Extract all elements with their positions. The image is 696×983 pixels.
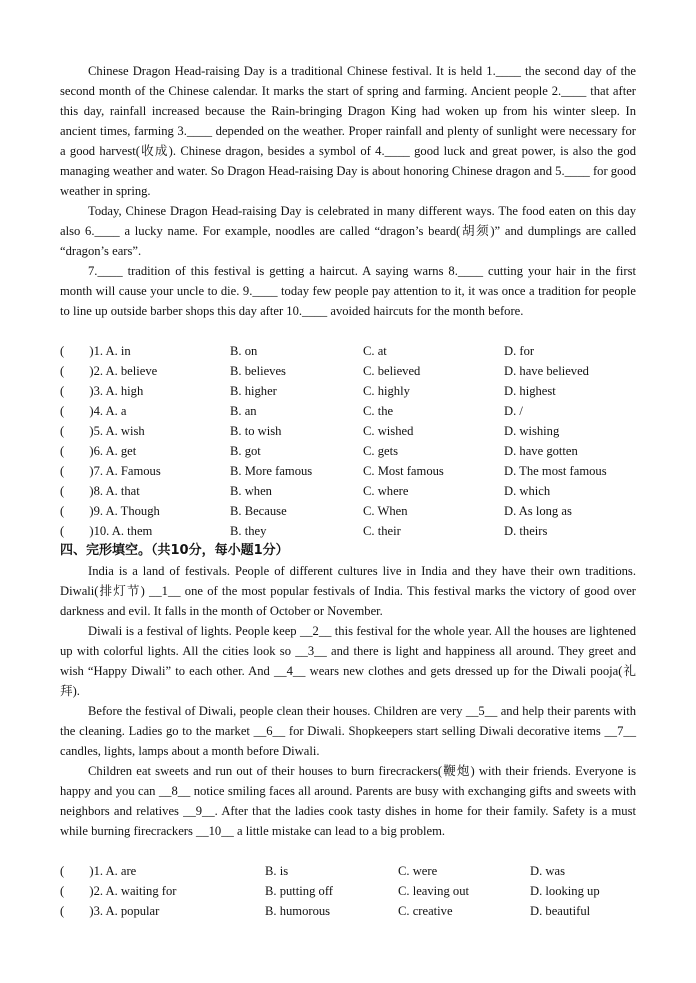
- option-d: D. highest: [504, 384, 556, 398]
- option-c: C. Most famous: [363, 464, 444, 478]
- question-option-a: ( )4. A. a: [60, 404, 127, 418]
- option-row: [60, 441, 640, 461]
- option-c: C. leaving out: [398, 884, 470, 898]
- option-row: [60, 481, 640, 501]
- option-b: B. humorous: [265, 904, 331, 918]
- option-c: C. at: [363, 344, 387, 358]
- option-row: [60, 421, 640, 441]
- passage1-paragraph-1: Chinese Dragon Head-raising Day is a traditional Chinese festival. It is held 1.____ the second day of the second month of the Chinese calendar. It marks the start of spring and farming. Ancient people 2.____ that after this day, rainfall increased because the Rain-bringing Dragon King had woken up from his winter sleep. In ancient times, farming 3.____ depended on the weather. Proper rainfall and plenty of sunlight were necessary for a good harvest(收成). Chinese dragon, besides a symbol of 4.____ good luck and great power, is also the god managing weather and water. So Dragon Head-raising Day is about honoring Chinese dragon and 5.____ for good weather in spring.: [60, 64, 636, 198]
- passage1-paragraph-2: Today, Chinese Dragon Head-raising Day is celebrated in many different ways. The food eaten on this day also 6.____ a lucky name. For example, noodles are called “dragon’s beard(胡须)” and dumplings are called “dragon’s ears”.: [60, 204, 636, 258]
- question-option-a: ( )3. A. high: [60, 384, 144, 398]
- option-b: B. to wish: [230, 424, 282, 438]
- option-row: [60, 361, 640, 381]
- option-row: [60, 501, 640, 521]
- option-b: B. higher: [230, 384, 277, 398]
- option-c: C. wished: [363, 424, 414, 438]
- option-b: B. an: [230, 404, 257, 418]
- option-d: D. which: [504, 484, 551, 498]
- option-row: [60, 401, 640, 421]
- option-c: C. gets: [363, 444, 398, 458]
- option-b: B. Because: [230, 504, 287, 518]
- option-c: C. their: [363, 524, 401, 538]
- option-b: B. believes: [230, 364, 286, 378]
- passage2-paragraph-2: Diwali is a festival of lights. People keep __2__ this festival for the whole year. All the houses are lightened up with colorful lights. All the cities look so __3__ and there is light and happiness all around. They greet and wish “Happy Diwali” to each other. And __4__ wears new clothes and gets dressed up for the Diwali pooja(礼拜).: [60, 624, 636, 698]
- option-c: C. where: [363, 484, 409, 498]
- question-option-a: ( )9. A. Though: [60, 504, 160, 518]
- question-option-a: ( )3. A. popular: [60, 904, 160, 918]
- option-c: C. highly: [363, 384, 410, 398]
- option-c: C. When: [363, 504, 408, 518]
- option-row: [60, 381, 640, 401]
- question-option-a: ( )5. A. wish: [60, 424, 145, 438]
- option-d: D. for: [504, 344, 535, 358]
- question-option-a: ( )1. A. in: [60, 344, 131, 358]
- option-b: B. when: [230, 484, 272, 498]
- option-c: C. believed: [363, 364, 421, 378]
- option-b: B. is: [265, 864, 289, 878]
- option-d: D. wishing: [504, 424, 560, 438]
- option-c: C. creative: [398, 904, 453, 918]
- section-heading: 四、完形填空。（共10分，每小题1分）: [60, 543, 289, 558]
- option-d: D. beautiful: [530, 904, 591, 918]
- option-row: [60, 521, 640, 541]
- passage2-paragraph-3: Before the festival of Diwali, people clean their houses. Children are very __5__ and help their parents with the cleaning. Ladies go to the market __6__ for Diwali. Shopkeepers start selling Diwali decorative items __7__ candles, lights, lamps about a month before Diwali.: [60, 704, 636, 758]
- option-b: B. they: [230, 524, 267, 538]
- option-row: [60, 901, 640, 921]
- option-d: D. theirs: [504, 524, 548, 538]
- option-d: D. have believed: [504, 364, 589, 378]
- option-b: B. got: [230, 444, 261, 458]
- option-b: B. on: [230, 344, 258, 358]
- passage2-paragraph-4: Children eat sweets and run out of their houses to burn firecrackers(鞭炮) with their friends. Everyone is happy and you can __8__ notice smiling faces all around. Parents are busy with exchanging gifts and sweets with neighbors and relatives __9__. After that the ladies cook tasty dishes in home for their family. Safety is a must while burning firecrackers __10__ a little mistake can lead to a big problem.: [60, 764, 636, 838]
- option-d: D. looking up: [530, 884, 600, 898]
- question-option-a: ( )1. A. are: [60, 864, 137, 878]
- question-option-a: ( )6. A. get: [60, 444, 137, 458]
- option-row: [60, 341, 640, 361]
- option-d: D. was: [530, 864, 565, 878]
- option-d: D. /: [504, 404, 523, 418]
- passage2-paragraph-1: India is a land of festivals. People of different cultures live in India and they have their own traditions. Diwali(排灯节) __1__ one of the most popular festivals of India. This festival marks the victory of good over darkness and evil. It falls in the month of October or November.: [60, 564, 636, 618]
- option-row: [60, 461, 640, 481]
- question-option-a: ( )10. A. them: [60, 524, 153, 538]
- question-option-a: ( )2. A. believe: [60, 364, 158, 378]
- option-d: D. As long as: [504, 504, 572, 518]
- question-option-a: ( )2. A. waiting for: [60, 884, 177, 898]
- option-c: C. were: [398, 864, 438, 878]
- option-c: C. the: [363, 404, 394, 418]
- option-d: D. have gotten: [504, 444, 578, 458]
- option-d: D. The most famous: [504, 464, 607, 478]
- question-option-a: ( )7. A. Famous: [60, 464, 161, 478]
- option-row: [60, 881, 640, 901]
- option-b: B. putting off: [265, 884, 333, 898]
- option-b: B. More famous: [230, 464, 313, 478]
- question-option-a: ( )8. A. that: [60, 484, 140, 498]
- option-row: [60, 861, 640, 881]
- passage1-paragraph-3: 7.____ tradition of this festival is getting a haircut. A saying warns 8.____ cutting your hair in the first month will cause your uncle to die. 9.____ today few people pay attention to it, it was once a tradition for people to line up outside barber shops this day after 10.____ avoided haircuts for the month before.: [60, 264, 636, 318]
